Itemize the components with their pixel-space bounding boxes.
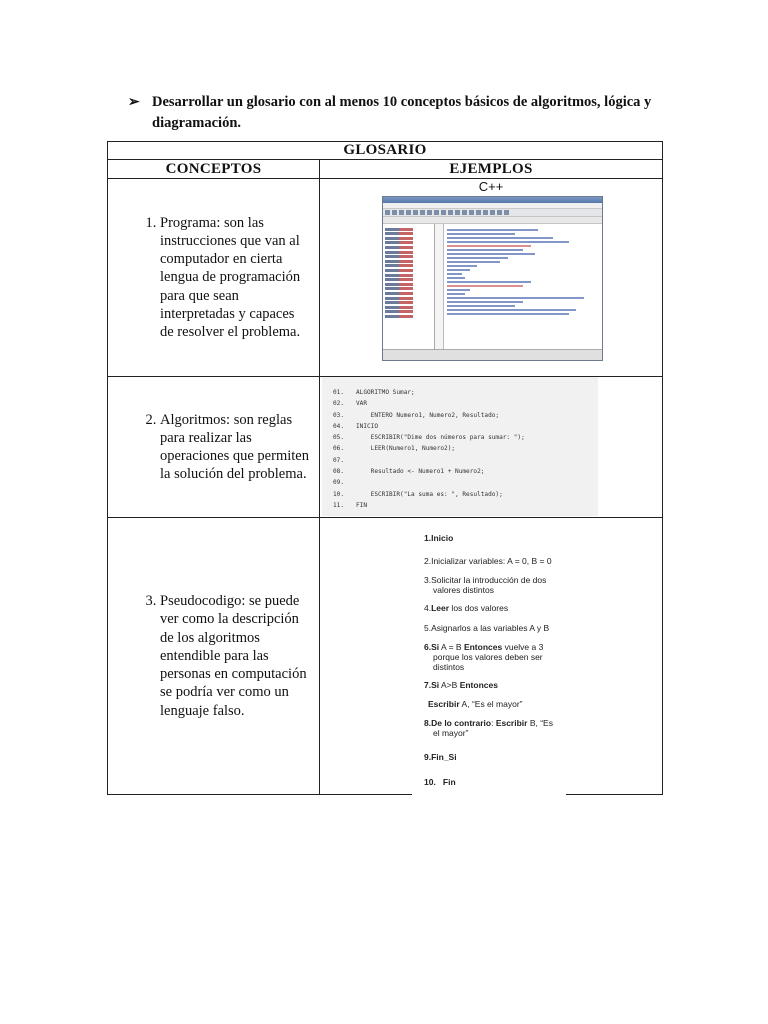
- step-7-write: Escribir A, “Es el mayor”: [428, 699, 523, 709]
- code-line: [322, 410, 598, 421]
- table-title: GLOSARIO: [108, 142, 663, 160]
- concept-cell: [108, 518, 320, 795]
- code-line-text: FIN: [356, 501, 368, 509]
- code-line-number: 04.: [333, 422, 345, 430]
- ide-class-tree: [383, 224, 435, 350]
- code-line: [322, 443, 598, 454]
- step-10: 10. Fin: [424, 777, 456, 787]
- ide-toolbar: [383, 209, 602, 217]
- code-line: [322, 387, 598, 398]
- concept-cell: [108, 377, 320, 518]
- ide-code-editor: [444, 224, 602, 350]
- code-line-text: INICIO: [356, 422, 379, 430]
- algorithm-steps-image: [412, 518, 566, 796]
- code-line: [322, 477, 598, 488]
- step-7: 7.Si A>B Entonces: [424, 680, 498, 690]
- step-4: 4.Leer los dos valores: [424, 603, 509, 613]
- code-line-number: 01.: [333, 389, 345, 396]
- step-1: 1.Inicio: [424, 533, 454, 543]
- example-cell: [320, 179, 663, 377]
- code-line-text: Resultado <- Numero1 + Numero2;: [356, 468, 485, 476]
- concept-pseudocode: 3. Pseudocodigo: se puede ver como la descripción de los algoritmos entendible para las personas en computación se podría ver como un lenguaje falso.: [160, 592, 311, 719]
- heading-text: Desarrollar un glosario con al menos 10 conceptos básicos de algoritmos, lógica y diagramación.: [152, 94, 652, 131]
- table-row: [108, 179, 663, 377]
- code-line-text: ESCRIBIR("Dime dos números para sumar: ");: [356, 434, 525, 442]
- column-header-concepts: CONCEPTOS: [108, 160, 320, 179]
- code-line: [322, 466, 598, 477]
- code-line-text: LEER(Numero1, Numero2);: [356, 445, 456, 453]
- code-line-text: ENTERO Numero1, Numero2, Resultado;: [356, 411, 500, 419]
- example-label-cpp: C++: [478, 179, 504, 194]
- column-header-examples: EJEMPLOS: [320, 160, 663, 179]
- table-row: [108, 518, 663, 795]
- code-line-number: 05.: [333, 434, 345, 442]
- step-6: 6.Si A = B Entonces vuelve a 3 porque los valores deben ser distintos: [424, 642, 544, 672]
- code-line-number: 02.: [333, 400, 345, 408]
- step-5: 5.Asignarlos a las variables A y B: [424, 623, 550, 633]
- code-line-number: 06.: [333, 445, 345, 453]
- code-line-number: 03.: [333, 411, 345, 419]
- ide-statusbar: [383, 349, 602, 360]
- code-line-number: 08.: [333, 468, 345, 476]
- glossary-table: [107, 141, 663, 795]
- code-line-number: 07.: [333, 456, 345, 464]
- concept-program: 1. Programa: son las instrucciones que van al computador en cierta lengua de programación para que sean interpretadas y capaces de resolver el problema.: [160, 214, 311, 341]
- arrow-bullet-icon: ➢: [128, 95, 140, 110]
- pseudocode-listing-image: [322, 377, 598, 516]
- code-line-text: VAR: [356, 400, 368, 408]
- code-line-number: 11.: [333, 501, 345, 509]
- step-3: 3.Solicitar la introducción de dos valores distintos: [424, 575, 547, 595]
- code-line-text: ESCRIBIR("La suma es: ", Resultado);: [356, 490, 503, 498]
- example-cell: [320, 518, 663, 795]
- step-8: 8.De lo contrario: Escribir B, “Es el mayor”: [424, 718, 553, 738]
- code-line: [322, 421, 598, 432]
- code-line: [322, 489, 598, 500]
- concept-algorithms: 2. Algoritmos: son reglas para realizar las operaciones que permiten la solución del problema.: [160, 411, 311, 484]
- concept-cell: [108, 179, 320, 377]
- ide-toolbar-secondary: [383, 217, 602, 224]
- code-line: [322, 455, 598, 466]
- example-cell: [320, 377, 663, 518]
- ide-screenshot-image: [382, 196, 603, 361]
- table-row: [108, 377, 663, 518]
- code-line-number: 09.: [333, 479, 345, 487]
- code-line: [322, 432, 598, 443]
- step-2: 2.Inicializar variables: A = 0, B = 0: [424, 556, 552, 566]
- code-line: [322, 500, 598, 511]
- code-line-number: 10.: [333, 490, 345, 498]
- assignment-heading: [128, 92, 668, 134]
- step-9: 9.Fin_Si: [424, 752, 457, 762]
- code-line-text: ALGORITMO Sumar;: [356, 389, 415, 396]
- code-line: [322, 398, 598, 409]
